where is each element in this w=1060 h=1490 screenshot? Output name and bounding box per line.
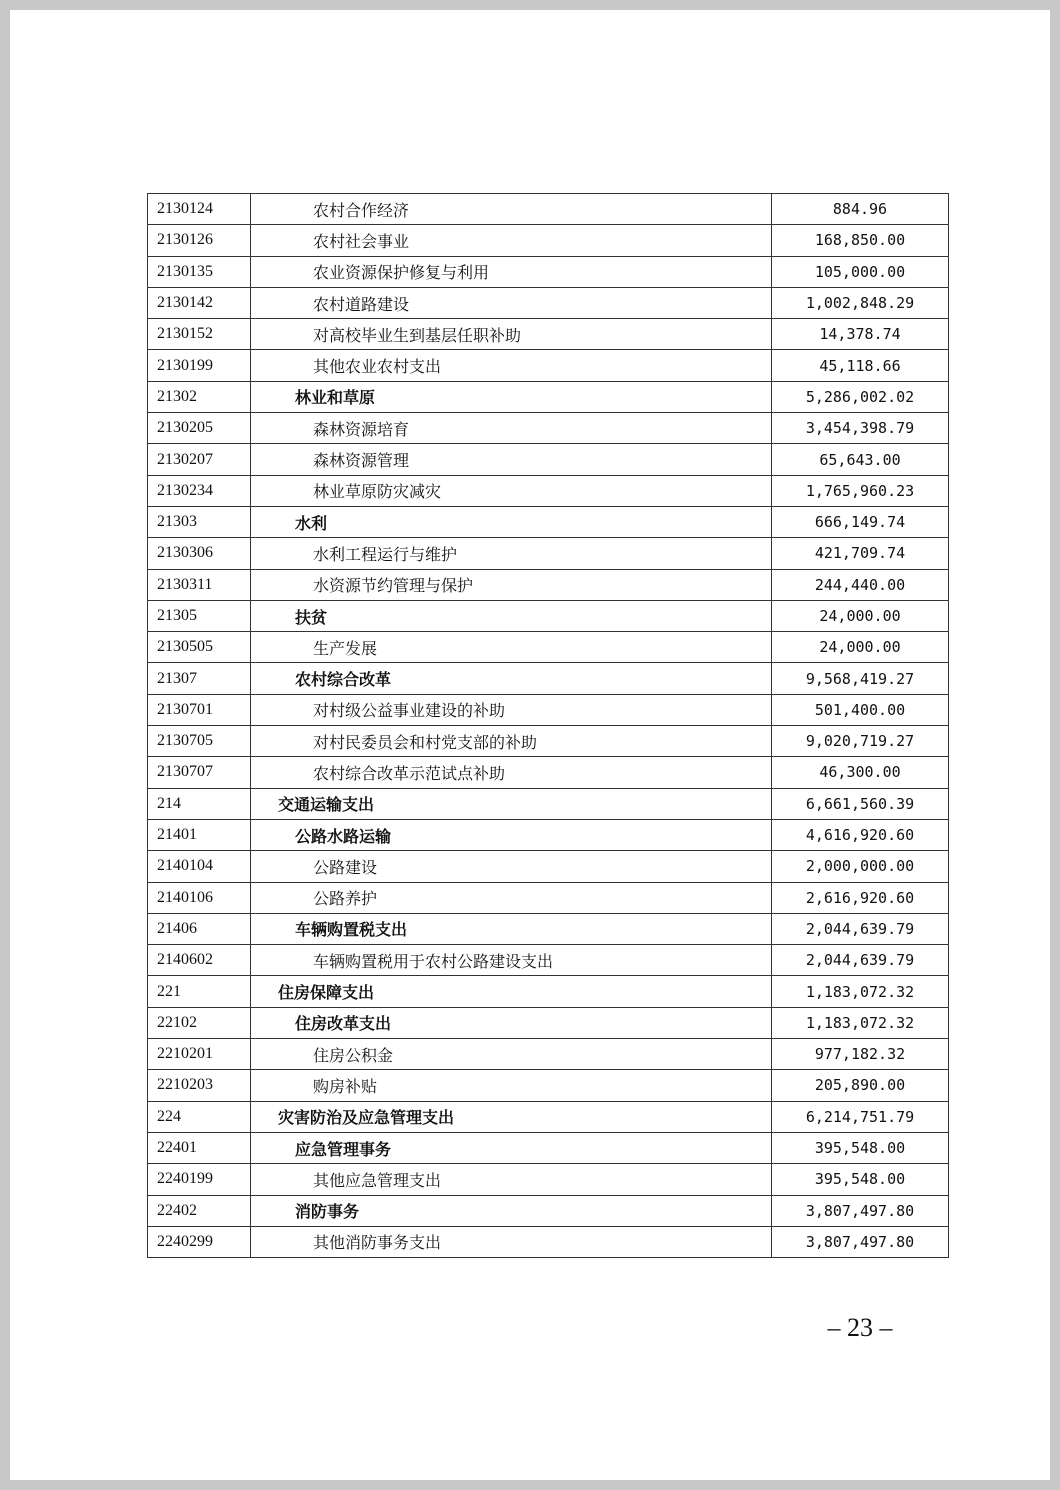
subject-name-cell [251,819,772,850]
amount-cell: 1,002,848.29 [772,287,949,318]
subject-name-text: 森林资源培育 [313,419,410,439]
table-row [148,319,949,350]
table-row [148,694,949,725]
amount-cell: 105,000.00 [772,256,949,287]
table-row [148,444,949,475]
subject-name-cell [251,538,772,569]
amount-cell: 3,454,398.79 [772,413,949,444]
amount-cell: 168,850.00 [772,225,949,256]
subject-code-cell: 2210203 [148,1070,251,1101]
amount-cell: 395,548.00 [772,1164,949,1195]
subject-name-text: 消防事务 [295,1202,360,1222]
table-row [148,569,949,600]
subject-code-cell: 22401 [148,1132,251,1163]
amount-cell: 421,709.74 [772,538,949,569]
subject-name-cell [251,350,772,381]
subject-name-cell [251,1007,772,1038]
subject-code-cell: 22102 [148,1007,251,1038]
subject-name-cell [251,882,772,913]
subject-code-cell: 21302 [148,381,251,412]
table-row [148,506,949,537]
table-row [148,350,949,381]
subject-code-cell: 2130705 [148,726,251,757]
subject-code-cell: 2130126 [148,225,251,256]
amount-cell: 9,568,419.27 [772,663,949,694]
subject-name-text: 对村级公益事业建设的补助 [313,701,506,721]
subject-name-text: 其他消防事务支出 [313,1233,442,1253]
subject-name-cell [251,1164,772,1195]
table-row [148,1039,949,1070]
subject-name-cell [251,569,772,600]
table-row [148,256,949,287]
table-row [148,475,949,506]
subject-name-cell [251,1039,772,1070]
subject-name-cell [251,945,772,976]
subject-code-cell: 21401 [148,819,251,850]
subject-name-cell [251,663,772,694]
subject-name-text: 林业草原防灾减灾 [313,482,442,502]
subject-code-cell: 22402 [148,1195,251,1226]
subject-name-text: 其他农业农村支出 [313,357,442,377]
subject-code-cell: 2130205 [148,413,251,444]
page-number: – 23 – [827,1313,893,1342]
amount-cell: 6,214,751.79 [772,1101,949,1132]
amount-cell: 3,807,497.80 [772,1226,949,1257]
table-row [148,225,949,256]
subject-name-text: 林业和草原 [295,388,376,408]
amount-cell: 46,300.00 [772,757,949,788]
table-row [148,194,949,225]
subject-name-text: 农村社会事业 [313,231,410,251]
subject-name-text: 应急管理事务 [295,1139,392,1159]
subject-code-cell: 2140602 [148,945,251,976]
amount-cell: 884.96 [772,194,949,225]
subject-name-text: 农村综合改革 [295,670,392,690]
subject-name-cell [251,225,772,256]
subject-name-text: 公路建设 [313,857,378,877]
subject-name-cell [251,1226,772,1257]
subject-name-text: 农村综合改革示范试点补助 [313,763,506,783]
subject-code-cell: 2130124 [148,194,251,225]
subject-name-cell [251,600,772,631]
subject-name-text: 灾害防治及应急管理支出 [278,1108,455,1128]
subject-name-cell [251,381,772,412]
table-row [148,1070,949,1101]
budget-table [147,193,949,1258]
subject-name-text: 扶贫 [295,607,328,627]
subject-name-text: 对高校毕业生到基层任职补助 [313,325,522,345]
document-page [10,10,1050,1480]
subject-name-text: 购房补贴 [313,1076,378,1096]
amount-cell: 395,548.00 [772,1132,949,1163]
subject-name-text: 公路水路运输 [295,826,392,846]
subject-name-cell [251,788,772,819]
subject-code-cell: 2140106 [148,882,251,913]
amount-cell: 1,183,072.32 [772,1007,949,1038]
table-row [148,663,949,694]
subject-name-text: 车辆购置税支出 [295,920,408,940]
subject-code-cell: 221 [148,976,251,1007]
amount-cell: 3,807,497.80 [772,1195,949,1226]
table-row [148,600,949,631]
amount-cell: 244,440.00 [772,569,949,600]
subject-code-cell: 2130234 [148,475,251,506]
amount-cell: 666,149.74 [772,506,949,537]
subject-name-text: 水资源节约管理与保护 [313,576,474,596]
table-row [148,976,949,1007]
subject-code-cell: 21303 [148,506,251,537]
table-row [148,1164,949,1195]
subject-name-text: 水利工程运行与维护 [313,544,458,564]
subject-code-cell: 21307 [148,663,251,694]
subject-name-cell [251,287,772,318]
table-row [148,381,949,412]
table-row [148,413,949,444]
subject-code-cell: 2240199 [148,1164,251,1195]
subject-name-cell [251,444,772,475]
amount-cell: 45,118.66 [772,350,949,381]
table-row [148,726,949,757]
subject-code-cell: 2130199 [148,350,251,381]
subject-name-cell [251,913,772,944]
table-row [148,1132,949,1163]
amount-cell: 205,890.00 [772,1070,949,1101]
table-row [148,1101,949,1132]
subject-name-text: 水利 [295,513,328,533]
subject-name-text: 生产发展 [313,638,378,658]
subject-name-cell [251,1070,772,1101]
amount-cell: 9,020,719.27 [772,726,949,757]
subject-code-cell: 224 [148,1101,251,1132]
amount-cell: 14,378.74 [772,319,949,350]
amount-cell: 501,400.00 [772,694,949,725]
subject-name-cell [251,976,772,1007]
subject-name-text: 住房公积金 [313,1045,394,1065]
amount-cell: 977,182.32 [772,1039,949,1070]
subject-name-cell [251,1101,772,1132]
subject-code-cell: 2130505 [148,632,251,663]
subject-name-cell [251,632,772,663]
subject-code-cell: 2240299 [148,1226,251,1257]
subject-code-cell: 2130707 [148,757,251,788]
table-row [148,882,949,913]
subject-name-cell [251,506,772,537]
table-row [148,287,949,318]
subject-code-cell: 21305 [148,600,251,631]
amount-cell: 1,183,072.32 [772,976,949,1007]
amount-cell: 65,643.00 [772,444,949,475]
budget-table-body [148,194,949,1258]
table-row [148,1007,949,1038]
subject-name-cell [251,194,772,225]
subject-name-cell [251,256,772,287]
subject-code-cell: 2140104 [148,851,251,882]
subject-code-cell: 2130306 [148,538,251,569]
amount-cell: 24,000.00 [772,632,949,663]
table-row [148,945,949,976]
subject-code-cell: 2130311 [148,569,251,600]
subject-name-cell [251,319,772,350]
table-row [148,757,949,788]
subject-code-cell: 2130142 [148,287,251,318]
amount-cell: 5,286,002.02 [772,381,949,412]
subject-name-text: 农村道路建设 [313,294,410,314]
subject-name-text: 森林资源管理 [313,451,410,471]
subject-code-cell: 2130207 [148,444,251,475]
subject-code-cell: 2130135 [148,256,251,287]
table-row [148,788,949,819]
table-row [148,913,949,944]
subject-name-text: 公路养护 [313,889,378,909]
table-row [148,632,949,663]
amount-cell: 2,616,920.60 [772,882,949,913]
subject-name-cell [251,413,772,444]
amount-cell: 2,044,639.79 [772,913,949,944]
subject-code-cell: 2210201 [148,1039,251,1070]
amount-cell: 4,616,920.60 [772,819,949,850]
subject-name-text: 农业资源保护修复与利用 [313,263,490,283]
amount-cell: 1,765,960.23 [772,475,949,506]
table-row [148,851,949,882]
subject-name-text: 其他应急管理支出 [313,1170,442,1190]
subject-name-cell [251,475,772,506]
subject-name-cell [251,1132,772,1163]
amount-cell: 6,661,560.39 [772,788,949,819]
subject-name-cell [251,1195,772,1226]
table-row [148,819,949,850]
subject-code-cell: 2130701 [148,694,251,725]
amount-cell: 2,000,000.00 [772,851,949,882]
subject-code-cell: 214 [148,788,251,819]
subject-name-text: 车辆购置税用于农村公路建设支出 [313,951,554,971]
amount-cell: 24,000.00 [772,600,949,631]
subject-name-text: 对村民委员会和村党支部的补助 [313,732,538,752]
subject-name-text: 住房改革支出 [295,1014,392,1034]
subject-name-text: 交通运输支出 [278,795,375,815]
subject-name-text: 农村合作经济 [313,200,410,220]
subject-code-cell: 2130152 [148,319,251,350]
subject-name-cell [251,694,772,725]
subject-name-cell [251,726,772,757]
table-row [148,538,949,569]
table-row [148,1195,949,1226]
subject-name-cell [251,757,772,788]
subject-code-cell: 21406 [148,913,251,944]
subject-name-text: 住房保障支出 [278,983,375,1003]
amount-cell: 2,044,639.79 [772,945,949,976]
table-row [148,1226,949,1257]
subject-name-cell [251,851,772,882]
